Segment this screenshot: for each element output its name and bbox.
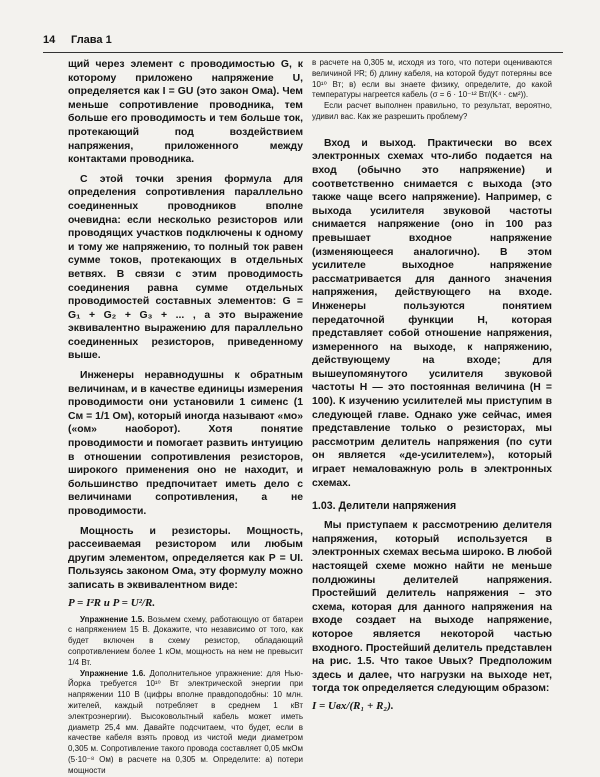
power-text: Мощность, рассеиваемая резистором или любым другим элементом, определяется как P = UI. Пользуясь законом Ома, эту формулу можно записать в эквивалентном виде: bbox=[68, 525, 303, 591]
paragraph-power bbox=[68, 525, 303, 593]
page-header bbox=[43, 34, 563, 50]
header-rule bbox=[43, 52, 563, 53]
exercise-1-6-note: Если расчет выполнен правильно, то результат, вероятно, удивил вас. Как же разрешить проблему? bbox=[312, 101, 552, 121]
exercise-1-5 bbox=[68, 615, 303, 669]
exercise-1-6-text: Дополнительное упражнение: для Нью-Йорка требуется 10¹⁰ Вт электрической энергии при напряжении 110 В (цифры вполне правдоподобны: 10 млн. жителей, каждый потребляет в среднем 1 кВт электроэнергии). Высоковольтный кабель может иметь диаметр 25,4 мм. Давайте подсчитаем, что будет, если в качестве кабеля взять провод из чистой меди диаметром 0,305 м. Сопротивление такого провода составляет 0,05 мкОм (5·10⁻⁸ Ом) в расчете на 0,305 м. Определите: а) потери мощности bbox=[68, 668, 303, 775]
paragraph-parallel-conductance: С этой точки зрения формула для определения сопротивления параллельно соединенных проводников вполне очевидна: если несколько резисторов или проводящих участков подключены к одному и тому же напряжению, то полный ток равен сумме токов, протекающих в отдельных ветвях. В связи с этим проводимость соединения равна сумме отдельных проводимостей составных элементов: G = G₁ + G₂ + G₃ + ... , а это выражение эквивалентно выражению для параллельно соединенных резисторов, приведенному выше. bbox=[68, 173, 303, 362]
paragraph-input-output bbox=[312, 137, 552, 490]
power-heading: Мощность и резисторы. bbox=[80, 525, 231, 537]
io-heading: Вход и выход. bbox=[324, 137, 416, 149]
exercise-1-6 bbox=[68, 669, 303, 777]
paragraph-voltage-divider: Мы приступаем к рассмотрению делителя напряжения, который используется в электронных схемах весьма широко. В любой настоящей схеме можно найти не меньше полдюжины делителей напряжения. Простейший делитель напряжения – это схема, которая для данного напряжения на входе создает на выходе напряжение, которое является некоторой частью входного. Простейший делитель представлен на рис. 1.5. Что такое Uвых? Предположим здесь и далее, что нагрузки на выходе нет, тогда ток определяется следующим образом: bbox=[312, 520, 552, 695]
exercise-1-6-label: Упражнение 1.6. bbox=[80, 668, 146, 678]
exercise-1-6-continuation: в расчете на 0,305 м, исходя из того, что потери оцениваются величиной I²R; б) длину кабеля, на которой будут потеряны все 10¹⁰ Вт; в) если вы знаете физику, определите, до какой температуры нагреется кабель (σ = 6 · 10⁻¹² Вт/(K⁴ · см²)). bbox=[312, 58, 552, 100]
chapter-title: Глава 1 bbox=[71, 34, 112, 46]
paragraph-ohms-law: щий через элемент с проводимостью G, к которому приложено напряжение U, определяется как I = GU (это закон Ома). Чем меньше сопротивление проводника, тем больше его проводимость и тем больше ток, протекающий под воздействием напряжения, приложенного между контактами проводника. bbox=[68, 59, 303, 166]
power-formula: P = I²R и P = U²/R. bbox=[68, 596, 156, 609]
section-title-voltage-dividers: 1.03. Делители напряжения bbox=[312, 500, 457, 513]
divider-current-formula: I = Uвх/(R₁ + R₂). bbox=[312, 699, 394, 712]
right-column bbox=[312, 58, 552, 712]
exercise-1-5-text: Возьмем схему, работающую от батареи с напряжением 15 В. Докажите, что независимо от того, как будет включен в схему резистор, обладающий сопротивлением более 1 кОм, мощность на нем не превысит 1/4 Вт. bbox=[68, 614, 303, 667]
left-column bbox=[68, 58, 303, 777]
exercise-1-5-label: Упражнение 1.5. bbox=[80, 614, 145, 624]
io-text: Практически во всех электронных схемах что-либо подается на вход (обычно это напряжение) и соответственно снимается с выхода (это также чаще всего напряжение). Например, с выхода усилителя звуковой частоты снимается напряжение (оно in 100 раз превышает входное напряжение (изменяющееся аналогично). В этом усилителе выходное напряжение рассматривается для данного значения напряжения, действующего на входе. Инженеры пользуются понятием передаточной функции H, которая представляет собой отношение напряжения, измеренного на выходе, к напряжению, действующему на входе; для вышеупомянутого усилителя звуковой частоты H — это постоянная величина (H = 100). К изучению усилителей мы приступим в следующей главе. Однако уже сейчас, имея представление только о резисторах, мы рассмотрим делитель напряжения (по сути он является «де-усилителем»), который играет немаловажную роль в электронных схемах. bbox=[312, 137, 553, 489]
paragraph-siemens: Инженеры неравнодушны к обратным величинам, и в качестве единицы измерения проводимости они установили 1 сименс (1 См = 1/1 Ом), который иногда называют «мо» («ом» наоборот). Хотя понятие проводимости и помогает развить интуицию в отношении сопротивления резисторов, широкого применения оно не находит, и большинство предпочитает иметь дело с величинами сопротивления, а не проводимости. bbox=[68, 370, 303, 517]
page-number: 14 bbox=[43, 34, 56, 46]
